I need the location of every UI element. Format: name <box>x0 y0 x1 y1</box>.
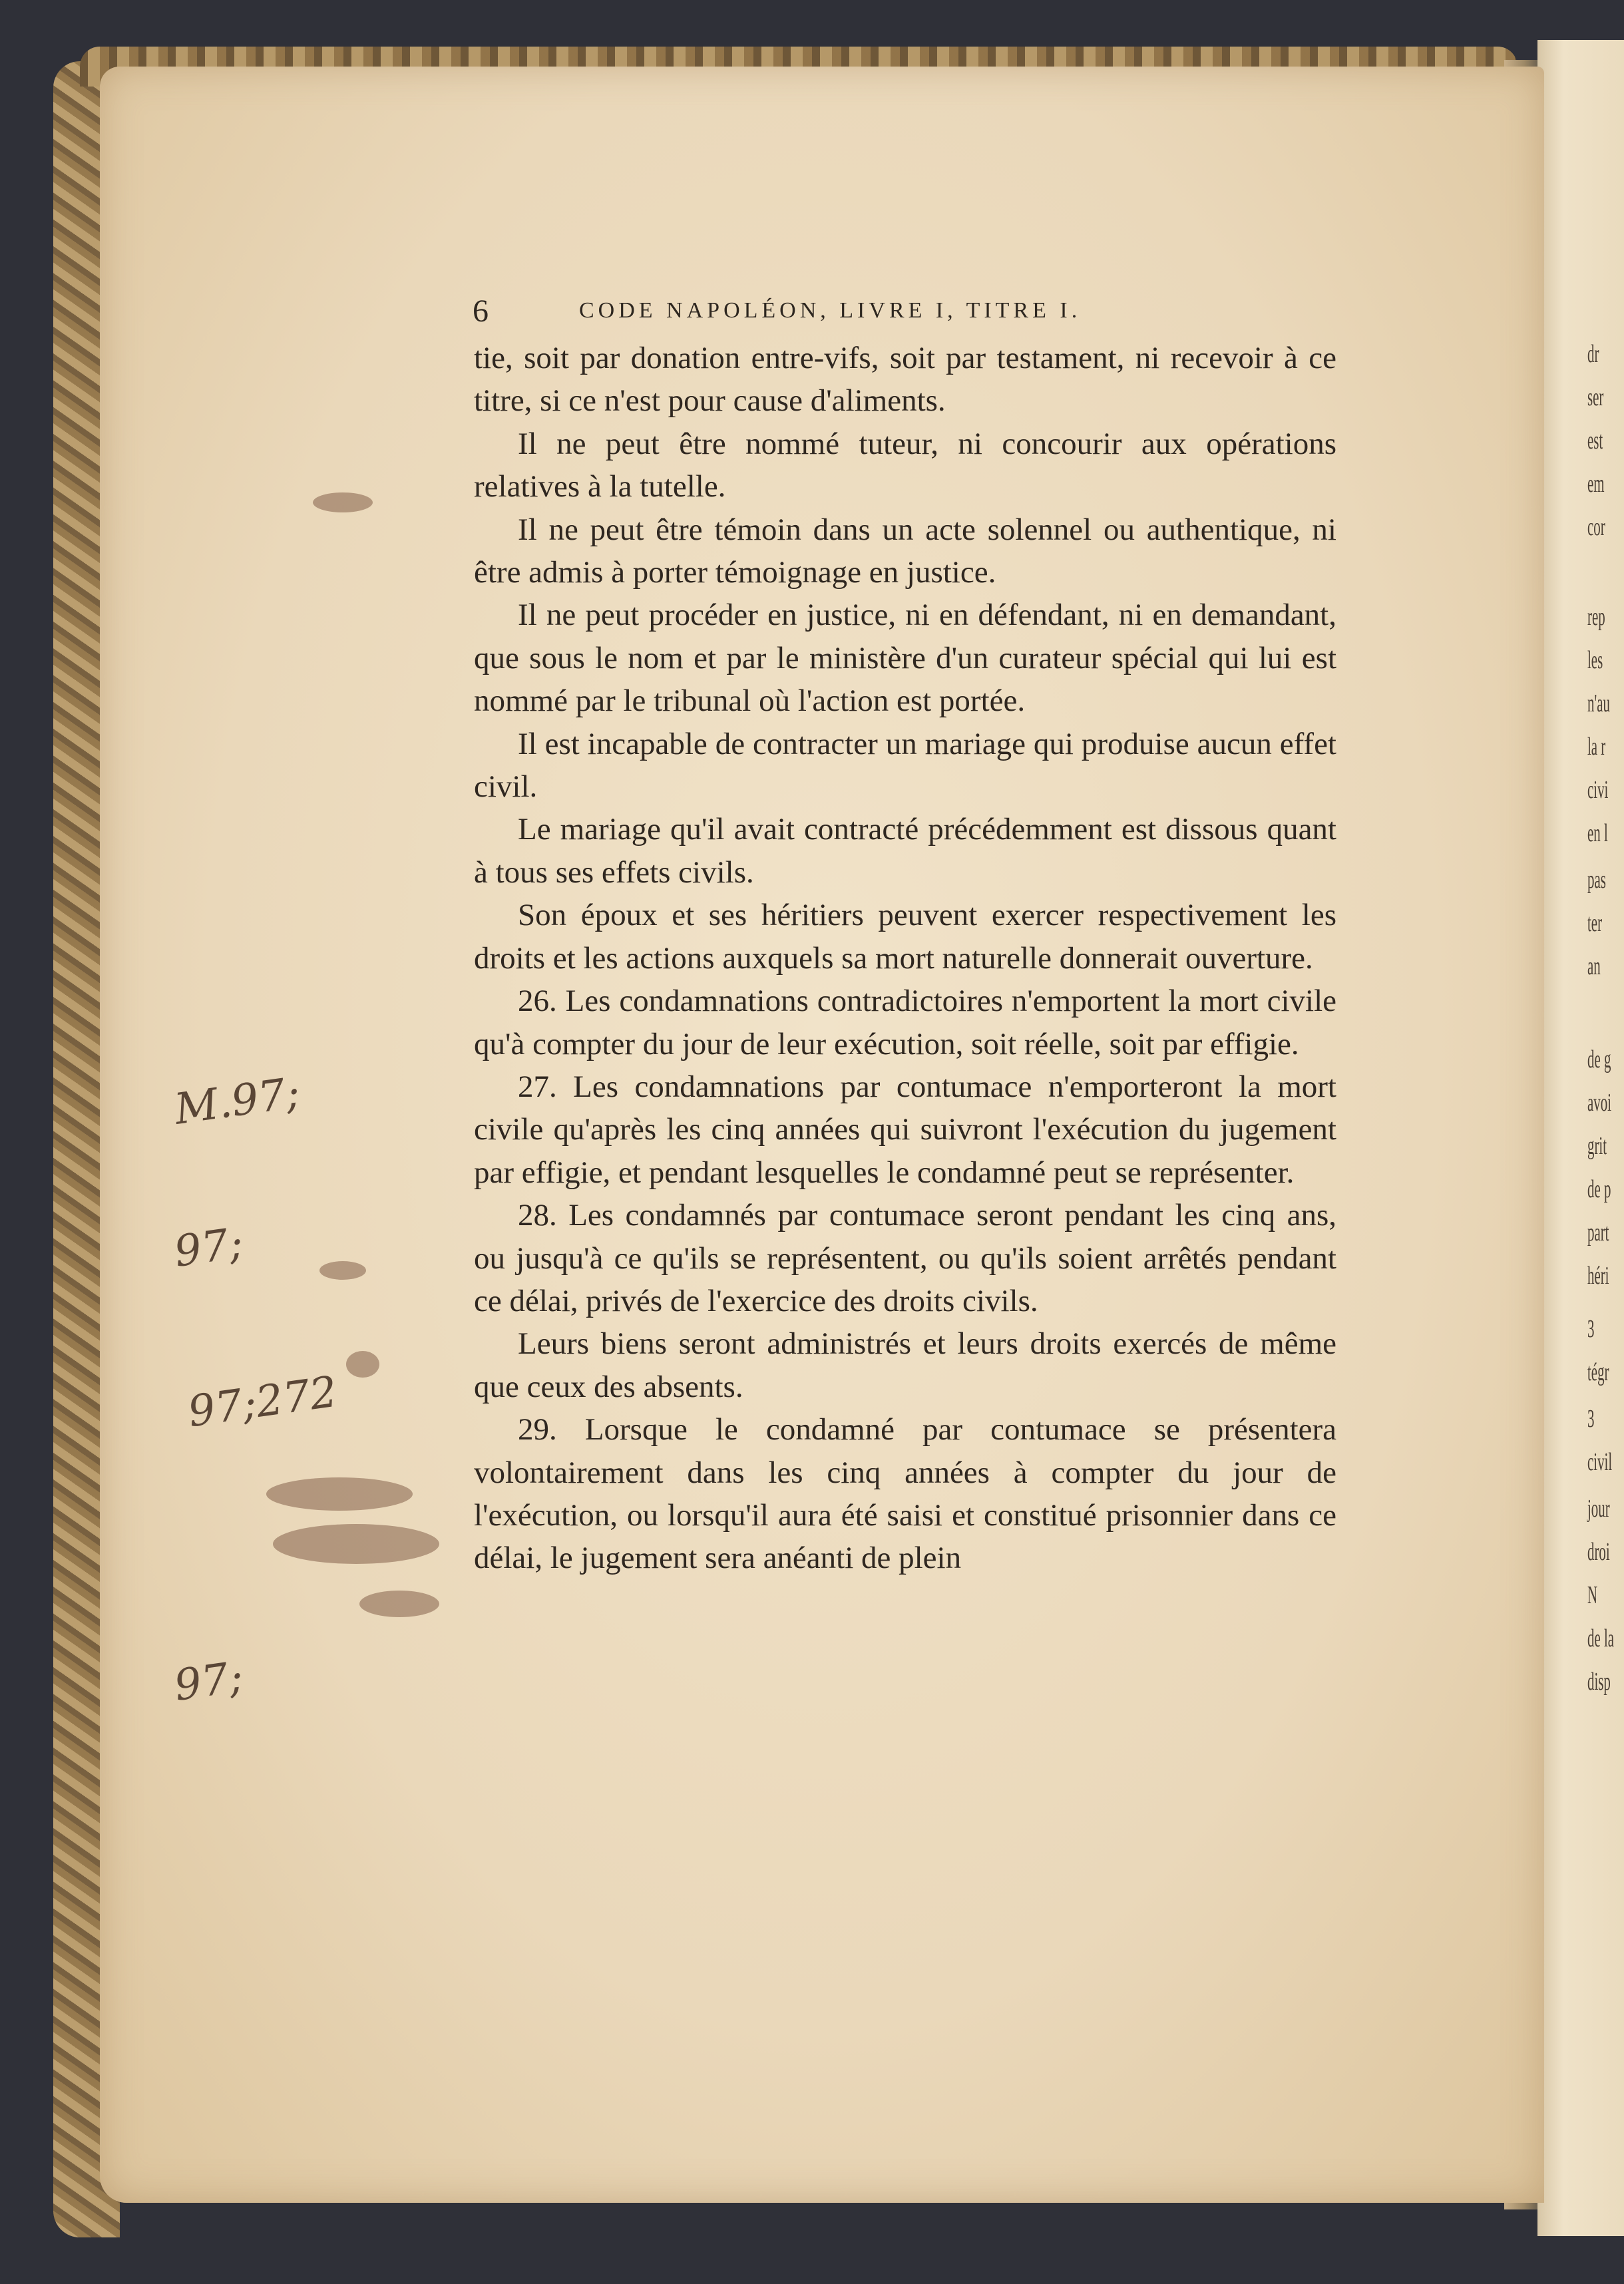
facing-page-fragment: de g <box>1587 1046 1611 1073</box>
facing-page-fragment: tégr <box>1587 1358 1609 1386</box>
ink-stain <box>359 1591 439 1617</box>
facing-page-fragment: civil <box>1587 1448 1613 1476</box>
facing-page-fragment: an <box>1587 952 1601 980</box>
ink-stain <box>273 1524 439 1564</box>
facing-page-fragment: ser <box>1587 383 1604 411</box>
ink-stain <box>266 1477 413 1511</box>
facing-page-fragment: cor <box>1587 513 1605 541</box>
facing-page-fragment: ter <box>1587 909 1603 937</box>
facing-page-fragment: en l <box>1587 819 1608 847</box>
facing-page-fragment: 3 <box>1587 1315 1595 1343</box>
paragraph: Il ne peut procéder en justice, ni en défendant, ni en demandant, que sous le nom et par le ministère d'un curateur spécial qui lui est nommé par le tribunal où l'action est portée. <box>474 598 1336 719</box>
facing-page-fragment: part <box>1587 1219 1609 1246</box>
facing-page-fragment: dr <box>1587 340 1599 368</box>
article-29: 29. Lorsque le condamné par contumace se présentera volontairement dans les cinq années à compter du jour de l'exécution, ou lorsqu'il aura été saisi et constitué prisonnier dans ce délai, le jugement sera anéanti de plein <box>474 1412 1336 1576</box>
facing-page-fragment: de p <box>1587 1175 1611 1203</box>
margin-note: 97;272 <box>184 1367 341 1437</box>
paragraph: Le mariage qu'il avait contracté précédemment est dissous quant à tous ses effets civils. <box>474 812 1336 890</box>
facing-page-fragment: disp <box>1587 1668 1611 1696</box>
paragraph: tie, soit par donation entre-vifs, soit par testament, ni recevoir à ce titre, si ce n'est pour cause d'aliments. <box>474 341 1336 419</box>
facing-page-fragment: les <box>1587 646 1603 674</box>
facing-page-fragment: droi <box>1587 1538 1610 1566</box>
facing-page-fragment: em <box>1587 470 1605 498</box>
facing-page-fragment: civi <box>1587 776 1609 804</box>
facing-page-fragment: la r <box>1587 733 1606 761</box>
article-27: 27. Les condamnations par contumace n'emporteront la mort civile qu'après les cinq années qui suivront l'exécution du jugement par effigie, et pendant lesquelles le condamné peut se représenter. <box>474 1069 1336 1190</box>
margin-note: M.97; <box>171 1068 304 1135</box>
facing-page-fragment: de la <box>1587 1624 1615 1652</box>
margin-note: 97; <box>171 1219 246 1277</box>
facing-page-fragment: héri <box>1587 1262 1609 1290</box>
running-head <box>473 293 1225 333</box>
facing-page-fragment: pas <box>1587 866 1606 894</box>
facing-page-fragment: 3 <box>1587 1405 1595 1433</box>
facing-page <box>1537 40 1624 2236</box>
article-26: 26. Les condamnations contradictoires n'emportent la mort civile qu'à compter du jour de leur exécution, soit réelle, soit par effigie. <box>474 984 1336 1061</box>
facing-page-fragment: avoi <box>1587 1089 1611 1117</box>
body-text <box>474 337 1336 1580</box>
margin-note: 97; <box>171 1652 246 1711</box>
paragraph: Son époux et ses héritiers peuvent exercer respectivement les droits et les actions auxquels sa mort naturelle donnerait ouverture. <box>474 898 1336 976</box>
ink-stain <box>313 492 373 512</box>
facing-page-fragment: est <box>1587 427 1603 455</box>
article-28: 28. Les condamnés par contumace seront pendant les cinq ans, ou jusqu'à ce qu'ils se représentent, ou qu'ils soient arrêtés pendant ce délai, privés de l'exercice des droits civils. <box>474 1198 1336 1318</box>
paragraph: Il est incapable de contracter un mariage qui produise aucun effet civil. <box>474 726 1336 805</box>
facing-page-fragment: jour <box>1587 1495 1610 1523</box>
page-number: 6 <box>473 293 489 329</box>
facing-page-fragment: n'au <box>1587 689 1610 717</box>
facing-page-fragment: grit <box>1587 1132 1607 1160</box>
ink-stain <box>346 1351 379 1378</box>
paragraph: Leurs biens seront administrés et leurs droits exercés de même que ceux des absents. <box>474 1326 1336 1404</box>
facing-page-fragment: rep <box>1587 603 1605 631</box>
paragraph: Il ne peut être témoin dans un acte solennel ou authentique, ni être admis à porter témoignage en justice. <box>474 512 1336 590</box>
paragraph: Il ne peut être nommé tuteur, ni concourir aux opérations relatives à la tutelle. <box>474 426 1336 504</box>
header-title: CODE NAPOLÉON, LIVRE I, TITRE I. <box>579 298 1082 323</box>
ink-stain <box>319 1261 366 1280</box>
facing-page-fragment: N <box>1587 1581 1598 1609</box>
